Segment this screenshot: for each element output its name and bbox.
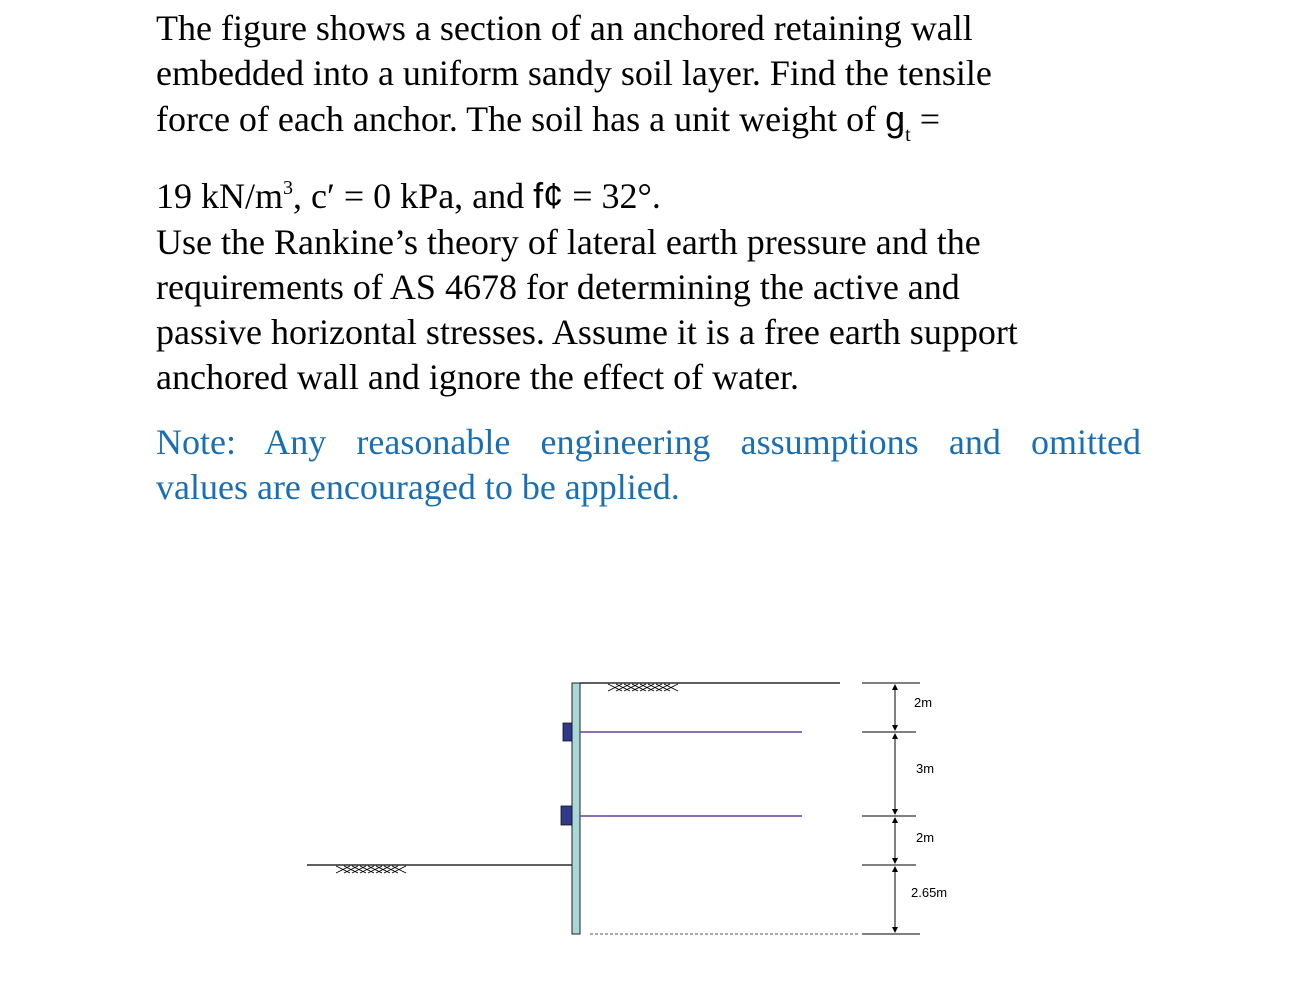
para2-line3: passive horizontal stresses. Assume it is a free earth support [156,312,1018,352]
dimension-label-2m-top: 2m [914,695,933,710]
para2-line4: anchored wall and ignore the effect of water. [156,357,800,397]
dimension-label-2m-middle: 2m [916,830,935,845]
para2-line1: Use the Rankine’s theory of lateral earth pressure and the [156,222,981,262]
unit-weight-value: 19 kN/m [156,176,284,216]
phi-symbol: f¢ [533,175,564,216]
unit-superscript: 3 [283,177,294,199]
anchor-plate-2 [561,806,572,825]
para2-line2: requirements of AS 4678 for determining the active and [156,267,960,307]
anchor-plate-1 [563,723,572,741]
retained-ground-hatch [608,684,678,691]
note-line1: Note: Any reasonable engineering assumptions and omitted [156,422,1141,462]
para1-line1: The figure shows a section of an anchored retaining wall [156,8,973,48]
para1-line3-text: force of each anchor. The soil has a unit weight of [156,99,886,139]
equals-sign: = [910,99,940,139]
retaining-wall [572,683,580,934]
excavation-ground-hatch [336,866,406,873]
dimension-label-embedment: 2.65m [911,885,948,900]
cohesion-text: , c′ = 0 kPa, and [293,176,534,216]
dimension-label-3m: 3m [916,761,935,776]
note-line2: values are encouraged to be applied. [156,467,680,507]
gamma-symbol: g [885,98,906,139]
gamma-subscript: t [905,124,911,146]
friction-angle-text: = 32°. [563,176,661,216]
para1-line2: embedded into a uniform sandy soil layer. Find the tensile [156,53,992,93]
